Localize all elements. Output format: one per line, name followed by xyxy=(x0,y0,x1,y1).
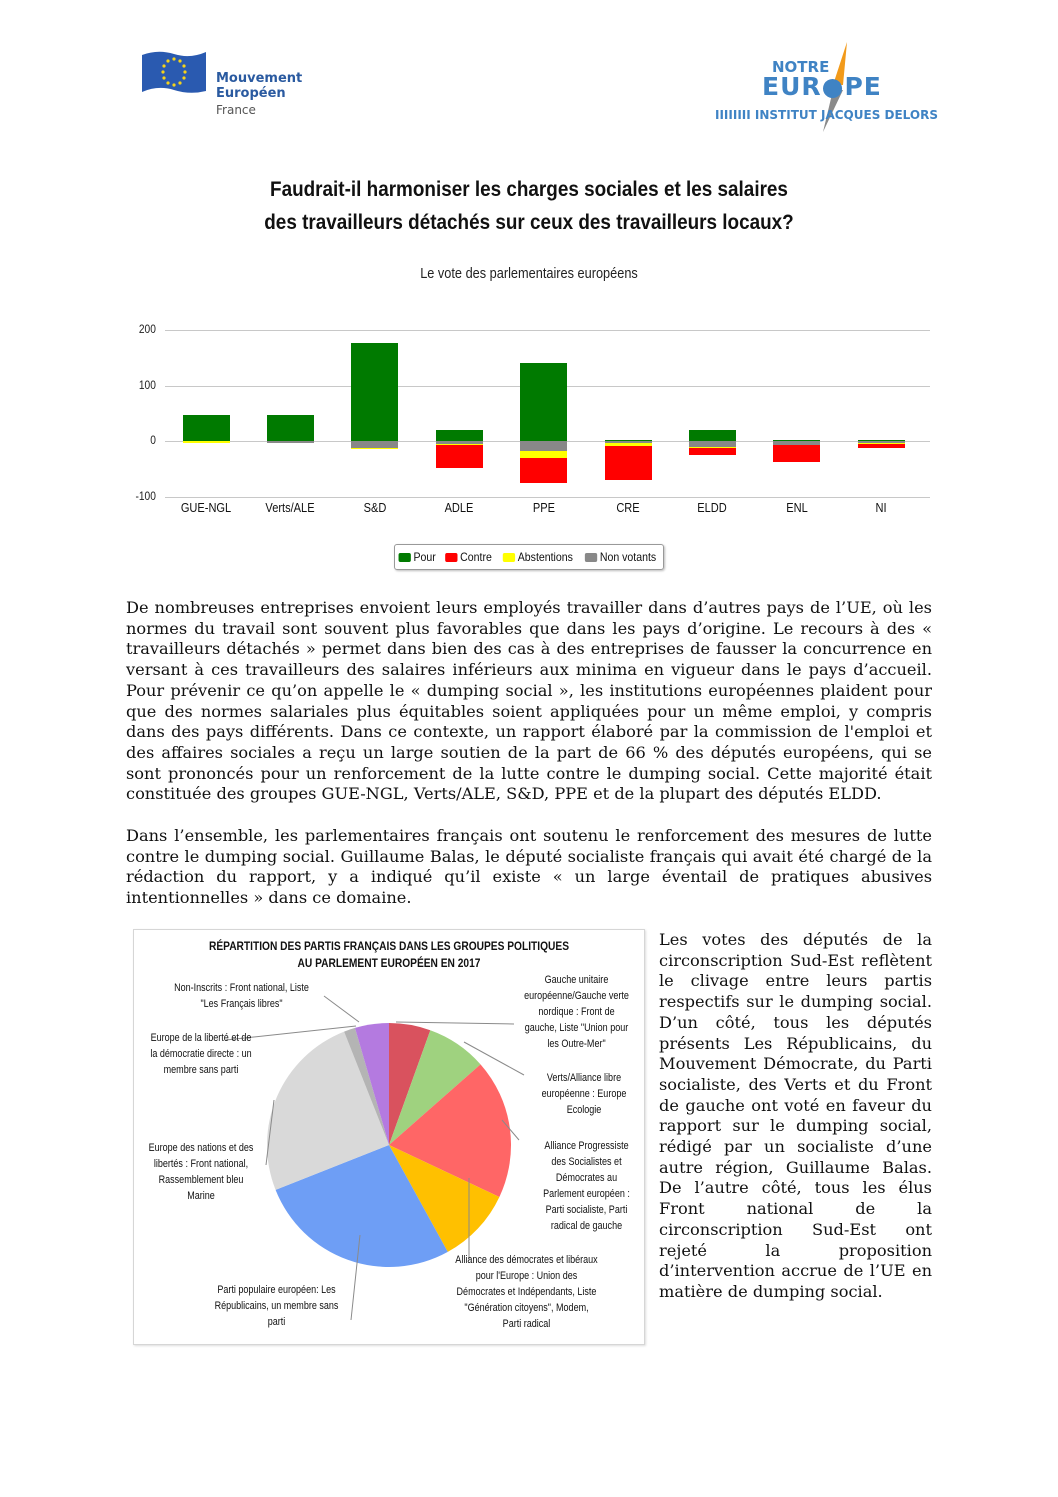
pie-label-enl: Europe des nations et des libertés : Front national, Rassemblement bleu Marine xyxy=(148,1142,254,1202)
bar-segment-pour xyxy=(689,430,736,441)
bar-segment-contre xyxy=(773,445,820,462)
bar-segment-pour xyxy=(520,363,567,441)
legend-label: Non votants xyxy=(600,550,657,564)
bar-segment-pour xyxy=(183,415,230,441)
title-line-1: Faudrait-il harmoniser les charges sociales et les salaires xyxy=(270,178,788,201)
bar-segment-contre xyxy=(858,444,905,448)
gridline xyxy=(165,330,930,331)
pie-label-eldd: Europe de la liberté et de la démocratie directe : un membre sans parti xyxy=(150,1032,252,1076)
bar-segment-contre xyxy=(436,445,483,467)
bar-segment-abstentions xyxy=(183,441,230,443)
legend-item-pour xyxy=(399,550,436,564)
legend-label: Pour xyxy=(413,550,437,564)
logo-text-line3: France xyxy=(216,103,256,117)
pie-label-verts-ale: Verts/Alliance libre européenne : Europe Ecologie xyxy=(541,1072,627,1116)
y-tick: -100 xyxy=(135,489,156,503)
pie-label-ppe: Parti populaire européen: Les Républicains, un membre sans parti xyxy=(214,1284,339,1328)
x-label: CRE xyxy=(616,500,640,515)
bar-segment-pour xyxy=(351,343,398,441)
body-paragraph-1: De nombreuses entreprises envoient leurs employés travailler dans d’autres pays de l’UE, où les normes du travail sont souvent plus favorables que dans les pays d’origine. Le recours à des « travailleurs détachés » permet dans bien des cas à des entreprises de fausser la concurrence en versant à ces travailleurs des salaires inférieurs aux minima en vigueur dans le pays d’accueil. Pour prévenir ce qu’on appelle le « dumping social », les institutions européennes plaident pour que des normes salariales plus équitables soient appliquées pour un même emploi, y compris dans des pays différents. Dans ce contexte, un rapport élaboré par la commission de l'emploi et des affaires sociales a reçu un large soutien de la part de 66 % des députés européens, qui se sont prononcés pour un renforcement de la lutte contre le dumping social. Cette majorité était constituée des groupes GUE-NGL, Verts/ALE, S&D, PPE et de la plupart des députés ELDD. xyxy=(126,598,932,804)
side-paragraph: Les votes des députés de la circonscription Sud-Est reflètent le clivage entre leurs partis respectifs sur le dumping social. D’un côté, tous les députés présents Les Républicains, du Mouvement Démocrate, du Parti socialiste, des Verts et du Front de gauche ont voté en faveur du rapport sur le dumping social, rédigé par un socialiste d’une autre région, Guillaume Balas. De l’autre côté, tous les élus Front national de la circonscription Sud-Est ont rejeté la proposition d’intervention accrue de l’UE en matière de dumping social. xyxy=(659,930,932,1301)
pie-label-alde: Alliance des démocrates et libéraux pour l'Europe : Union des Démocrates et Indépendants, Liste "Génération citoyens", Modem, Parti radical xyxy=(455,1254,598,1330)
pie-chart xyxy=(133,929,645,1345)
legend-item-abstentions xyxy=(503,550,573,564)
logo-text-line1: Mouvement xyxy=(216,71,303,86)
pie-label-s-and-d: Alliance Progressiste des Socialistes et Démocrates au Parlement européen : Parti socialiste, Parti radical de gauche xyxy=(543,1140,630,1232)
bar-segment-non-votants xyxy=(351,441,398,448)
legend-item-non-votants xyxy=(585,550,656,564)
legend-label: Contre xyxy=(459,550,492,564)
bar-segment-abstentions xyxy=(520,451,567,458)
bar-segment-pour xyxy=(267,415,314,441)
x-label: S&D xyxy=(363,500,387,515)
notre-europe-logo xyxy=(715,40,945,135)
chart-subtitle: Le vote des parlementaires européens xyxy=(420,265,638,282)
x-label: NI xyxy=(875,500,887,515)
x-label: PPE xyxy=(532,500,556,515)
legend-label: Abstentions xyxy=(517,550,573,564)
y-tick: 100 xyxy=(138,378,156,392)
body-paragraph-2: Dans l’ensemble, les parlementaires français ont soutenu le renforcement des mesures de lutte contre le dumping social. Guillaume Balas, le député socialiste français qui avait été chargé de la rédaction du rapport, y a indiqué qu’il existe « un large éventail de pratiques abusives intentionnelles » dans ce domaine. xyxy=(126,826,932,908)
x-axis-line xyxy=(165,497,930,498)
pie-title-line-2: AU PARLEMENT EUROPÉEN EN 2017 xyxy=(297,956,481,970)
bar-segment-abstentions xyxy=(351,448,398,450)
page-title xyxy=(53,173,1005,239)
pie-label-gue-ngl: Gauche unitaire européenne/Gauche verte nordique : Front de gauche, Liste "Union pour les Outre-Mer" xyxy=(524,974,629,1050)
legend-item-contre xyxy=(445,550,492,564)
logo-text-europe: EUR●PE xyxy=(762,72,882,101)
title-line-2: des travailleurs détachés sur ceux des travailleurs locaux? xyxy=(264,211,794,234)
logo-text-notre: NOTRE xyxy=(772,58,830,76)
x-label: ELDD xyxy=(697,500,727,515)
bar-segment-non-votants xyxy=(267,441,314,443)
y-tick: 0 xyxy=(150,433,156,447)
pie-title-line-1: RÉPARTITION DES PARTIS FRANÇAIS DANS LES GROUPES POLITIQUES xyxy=(208,939,570,953)
legend-swatch xyxy=(399,553,411,562)
pie-label-non-inscrits: Non-Inscrits : Front national, Liste "Les Français libres" xyxy=(174,982,309,1010)
bar-segment-contre xyxy=(520,458,567,483)
x-label: ADLE xyxy=(444,500,474,515)
logo-text-institut: IIIIIIII INSTITUT JACQUES DELORS xyxy=(715,108,938,122)
eu-flag-icon xyxy=(142,49,206,95)
bar-segment-contre xyxy=(689,448,736,455)
bar-segment-pour xyxy=(436,430,483,441)
stacked-bar-chart xyxy=(130,320,930,520)
legend-swatch xyxy=(445,553,457,562)
mouvement-europeen-logo xyxy=(140,45,320,125)
x-label: Verts/ALE xyxy=(265,500,315,515)
x-label: GUE-NGL xyxy=(180,500,232,515)
legend-swatch xyxy=(585,553,597,562)
bar-segment-contre xyxy=(605,446,652,480)
logo-text-line2: Européen xyxy=(216,86,286,101)
bar-segment-non-votants xyxy=(520,441,567,451)
chart-legend xyxy=(394,544,664,570)
legend-swatch xyxy=(503,553,515,562)
x-label: ENL xyxy=(786,500,808,515)
y-tick: 200 xyxy=(138,322,156,336)
